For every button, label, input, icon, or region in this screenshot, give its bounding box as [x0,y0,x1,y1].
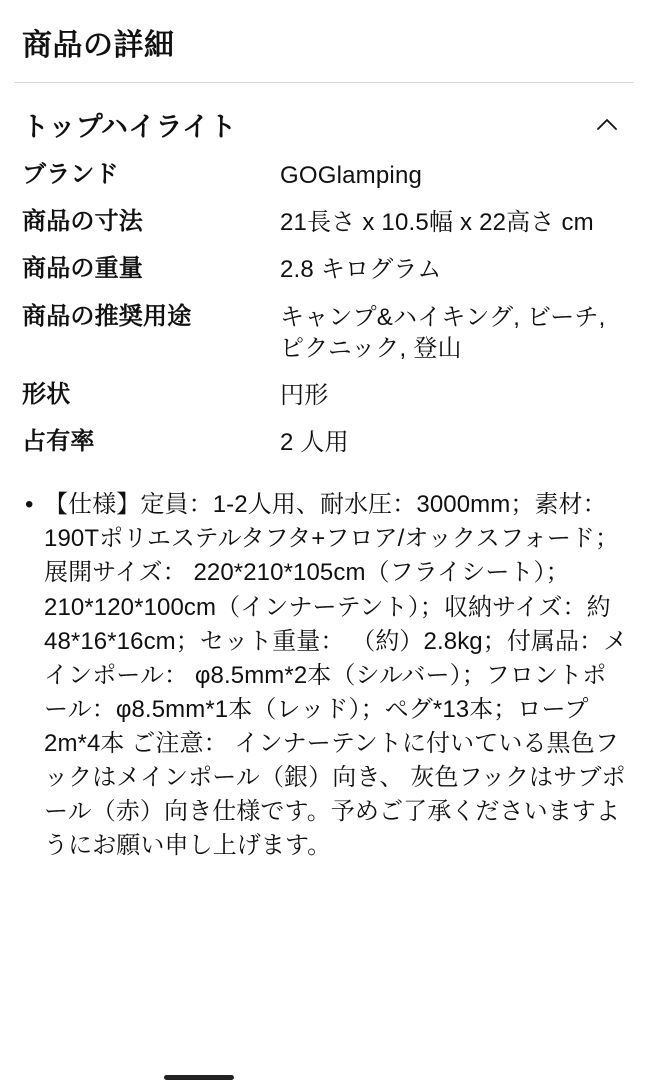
table-row [22,302,626,364]
table-row [22,254,626,285]
spec-value: 2.8 キログラム [280,256,442,284]
spec-label: 形状 [22,380,71,408]
spec-label: ブランド [22,161,119,188]
table-row [22,160,626,191]
table-row [22,427,626,458]
bullet-marker: • [25,491,34,519]
spec-value: 21長さ x 10.5幅 x 22高さ cm [280,209,594,237]
top-highlights-section-header[interactable] [0,83,648,154]
spec-value: 2 人用 [280,429,349,457]
home-indicator [164,1075,234,1080]
spec-value: キャンプ&ハイキング, ビーチ, ピクニック, 登山 [280,303,606,362]
spec-table [0,154,648,458]
description-text: 【仕様】定員：1-2人用、耐水圧：3000mm；素材：190Tポリエステルタフタ+フロア/オックスフォード；展開サイズ： 220*210*105cm（フライシート）； 210*120*100cm（インナーテント）；収納サイズ：約48*16*16cm；セット重量： （約）2.8kg；付属品：メインポール： φ8.5mm*2本（シルバー）；フロントポール：φ8.5mm*1本（レッド）；ペグ*13本；ロープ2m*4本 ご注意： インナーテントに付いている黒色フックはメインポール（銀）向き、 灰色フックはサブポール（赤）向き仕様です。予めご了承くださいますようにお願い申し上げます。 [44,491,628,860]
bottom-bar [0,1072,648,1080]
spec-value: GOGlamping [280,162,423,189]
spec-label: 商品の寸法 [22,208,143,236]
description-bullet-item [0,474,648,863]
section-title: トップハイライト [22,112,237,142]
spec-value: 円形 [280,381,329,409]
table-row [22,380,626,411]
page-title: 商品の詳細 [22,29,175,62]
chevron-up-icon[interactable] [594,112,620,138]
spec-label: 占有率 [22,428,95,456]
spec-label: 商品の重量 [22,255,143,283]
table-row [22,207,626,238]
spec-label: 商品の推奨用途 [22,302,192,330]
